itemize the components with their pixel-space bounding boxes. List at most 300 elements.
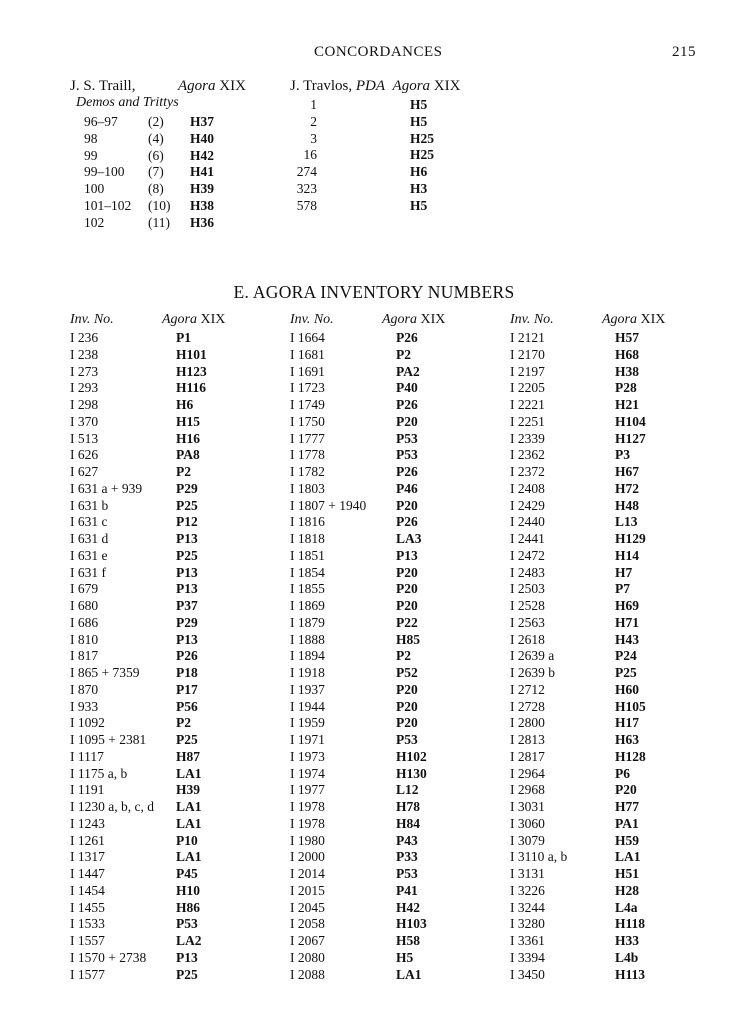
travlos-number: 578 (296, 197, 317, 213)
agora-number: H59 (615, 832, 640, 848)
agora-number: P53 (396, 447, 418, 463)
inventory-number: I 2170 (510, 346, 545, 362)
traill-agora-number: H42 (190, 147, 215, 163)
inventory-number: I 2221 (510, 397, 545, 412)
inventory-number: I 238 (70, 346, 99, 362)
agora-number: H105 (615, 698, 646, 714)
agora-number: P29 (176, 614, 198, 630)
agora-number: L4a (615, 899, 638, 915)
inventory-row (0, 631, 748, 648)
agora-number: H116 (176, 380, 207, 396)
traill-page-ref: 99 (84, 147, 98, 163)
inventory-number: I 1918 (290, 665, 325, 680)
inventory-number: I 2408 (510, 480, 545, 496)
inventory-number: I 2372 (510, 464, 545, 479)
agora-number: H63 (615, 732, 640, 747)
agora-number: P3 (615, 447, 630, 463)
inventory-number: I 817 (70, 648, 99, 664)
inventory-row (0, 446, 748, 463)
agora-number: P20 (396, 698, 418, 714)
agora-number: P12 (176, 514, 198, 530)
agora-number: H6 (176, 397, 194, 412)
traill-subheading: Demos and Trittys (76, 95, 179, 110)
agora-number: H85 (396, 631, 421, 647)
agora-number: H42 (396, 899, 421, 915)
agora-number: P2 (396, 648, 411, 664)
traill-heading-agora-volume: XIX (219, 78, 246, 94)
agora-number: P13 (176, 949, 198, 965)
agora-number: H21 (615, 397, 640, 412)
inventory-number: I 2618 (510, 631, 545, 647)
agora-number: H68 (615, 346, 640, 362)
traill-heading-agora (178, 78, 246, 95)
agora-number: H113 (615, 966, 646, 982)
traill-page-ref: 102 (84, 214, 105, 230)
agora-number: P2 (176, 715, 191, 731)
inventory-number: I 1750 (290, 413, 325, 429)
inventory-number: I 2440 (510, 514, 545, 530)
inventory-number: I 3450 (510, 966, 545, 982)
agora-number: P26 (396, 514, 418, 530)
agora-number: P7 (615, 581, 630, 597)
agora-number: LA2 (176, 933, 202, 948)
inventory-row (0, 832, 748, 849)
inv-no-heading: Inv. No. (70, 312, 114, 327)
inventory-number: I 680 (70, 598, 99, 613)
agora-number: H102 (396, 748, 427, 764)
travlos-number: 16 (303, 147, 317, 163)
agora-number: P56 (176, 698, 198, 714)
inventory-number: I 810 (70, 631, 99, 647)
travlos-row (0, 197, 748, 214)
agora-number: P10 (176, 832, 198, 848)
agora-heading (602, 312, 665, 328)
travlos-agora-number: H5 (410, 197, 428, 213)
inventory-row (0, 781, 748, 798)
inventory-number: I 1971 (290, 732, 325, 747)
inventory-number: I 3394 (510, 949, 545, 965)
traill-page-ref: 96–97 (84, 114, 118, 129)
inventory-number: I 2045 (290, 899, 325, 915)
travlos-heading-name: J. Travlos, (290, 78, 353, 94)
inventory-number: I 2800 (510, 715, 545, 731)
inventory-row (0, 547, 748, 564)
travlos-number: 1 (310, 97, 317, 112)
agora-heading-volume: XIX (640, 312, 666, 327)
agora-number: H5 (396, 949, 414, 965)
agora-number: P20 (396, 598, 418, 613)
inventory-number: I 1782 (290, 464, 325, 479)
inventory-number: I 1974 (290, 765, 325, 781)
agora-number: PA2 (396, 363, 420, 379)
agora-number: H33 (615, 933, 640, 948)
inventory-number: I 2429 (510, 497, 545, 513)
inventory-number: I 1777 (290, 430, 325, 446)
inventory-number: I 1175 a, b (70, 765, 128, 781)
traill-number: (4) (148, 130, 164, 146)
agora-number: H10 (176, 882, 201, 898)
inventory-row (0, 597, 748, 614)
agora-number: P53 (396, 430, 418, 446)
agora-number: P1 (176, 330, 191, 345)
traill-agora-number: H38 (190, 197, 215, 213)
agora-number: P29 (176, 480, 198, 496)
inventory-number: I 1959 (290, 715, 325, 731)
inventory-row (0, 463, 748, 480)
inventory-number: I 3031 (510, 799, 545, 814)
inventory-number: I 1261 (70, 832, 105, 848)
inventory-number: I 2563 (510, 614, 545, 630)
inventory-number: I 2441 (510, 531, 545, 546)
inventory-number: I 3226 (510, 882, 545, 898)
traill-number: (11) (148, 214, 170, 230)
inventory-row (0, 530, 748, 547)
agora-number: LA1 (176, 815, 202, 831)
agora-number: P53 (176, 916, 198, 932)
traill-number: (10) (148, 197, 171, 213)
inventory-number: I 1978 (290, 799, 325, 814)
inventory-number: I 631 d (70, 531, 109, 546)
inventory-number: I 3060 (510, 815, 545, 831)
inventory-number: I 1973 (290, 748, 325, 764)
inventory-number: I 2813 (510, 732, 545, 747)
inventory-number: I 2968 (510, 782, 545, 798)
agora-number: PA8 (176, 447, 200, 463)
agora-number: P20 (396, 413, 418, 429)
agora-number: H78 (396, 799, 421, 814)
agora-heading-italic: Agora (162, 312, 197, 327)
inventory-number: I 1977 (290, 782, 325, 798)
inventory-row (0, 949, 748, 966)
inventory-number: I 870 (70, 681, 99, 697)
traill-heading-agora-italic: Agora (178, 78, 216, 94)
agora-number: H103 (396, 916, 427, 932)
agora-number: H14 (615, 547, 640, 563)
inventory-number: I 1778 (290, 447, 325, 463)
inventory-number: I 3131 (510, 866, 545, 881)
inventory-number: I 1191 (70, 782, 105, 798)
agora-number: H51 (615, 866, 640, 881)
inventory-number: I 1749 (290, 397, 325, 412)
inventory-row (0, 915, 748, 932)
inventory-number: I 2067 (290, 933, 325, 948)
travlos-row (0, 96, 748, 113)
inventory-number: I 1807 + 1940 (290, 497, 367, 513)
inventory-row (0, 731, 748, 748)
inventory-row (0, 564, 748, 581)
agora-number: P20 (396, 715, 418, 731)
traill-heading-name: J. S. Traill, (70, 78, 136, 94)
agora-number: LA1 (176, 799, 202, 814)
inventory-number: I 1894 (290, 648, 325, 664)
inventory-number: I 2015 (290, 882, 325, 898)
inventory-number: I 1855 (290, 581, 325, 597)
inventory-number: I 865 + 7359 (70, 665, 140, 680)
agora-number: H87 (176, 748, 201, 764)
agora-number: P20 (396, 581, 418, 597)
agora-number: H72 (615, 480, 640, 496)
agora-number: H43 (615, 631, 640, 647)
agora-number: P37 (176, 598, 198, 613)
inventory-number: I 686 (70, 614, 99, 630)
travlos-agora-number: H5 (410, 97, 428, 112)
inventory-number: I 1117 (70, 748, 104, 764)
travlos-heading-agora-italic: Agora (392, 78, 431, 94)
agora-number: H7 (615, 564, 633, 580)
inventory-number: I 1691 (290, 363, 325, 379)
inventory-number: I 1869 (290, 598, 325, 613)
inventory-row (0, 480, 748, 497)
agora-number: P45 (176, 866, 198, 881)
agora-number: H129 (615, 531, 646, 546)
inventory-number: I 1095 + 2381 (70, 732, 147, 747)
agora-number: LA1 (176, 765, 202, 781)
inventory-number: I 2121 (510, 330, 545, 345)
inventory-row (0, 966, 748, 983)
agora-number: H123 (176, 363, 207, 379)
travlos-number: 323 (296, 180, 317, 196)
travlos-number: 274 (296, 164, 317, 179)
inventory-number: I 1944 (290, 698, 325, 714)
inventory-row (0, 765, 748, 782)
inventory-number: I 1317 (70, 849, 105, 865)
inventory-number: I 631 b (70, 497, 109, 513)
inventory-number: I 2014 (290, 866, 325, 881)
inventory-row (0, 497, 748, 514)
inventory-number: I 2503 (510, 581, 545, 597)
inventory-number: I 679 (70, 581, 99, 597)
agora-number: H16 (176, 430, 201, 446)
inventory-row (0, 346, 748, 363)
agora-heading-italic: Agora (602, 312, 637, 327)
agora-heading-italic: Agora (382, 312, 417, 327)
inventory-row (0, 932, 748, 949)
inventory-number: I 626 (70, 447, 99, 463)
agora-number: P53 (396, 732, 418, 747)
inventory-number: I 2639 b (510, 665, 555, 680)
traill-number: (2) (148, 114, 164, 129)
traill-number: (8) (148, 181, 164, 196)
agora-number: LA1 (176, 849, 202, 865)
agora-number: P18 (176, 665, 198, 680)
inventory-number: I 1816 (290, 514, 325, 530)
agora-number: H104 (615, 413, 646, 429)
inventory-number: I 1557 (70, 933, 105, 948)
agora-heading (382, 312, 445, 328)
agora-number: P26 (396, 330, 418, 345)
agora-number: H101 (176, 346, 207, 362)
traill-page-ref: 101–102 (84, 197, 132, 213)
inventory-row (0, 698, 748, 715)
inventory-row (0, 815, 748, 832)
inventory-row (0, 848, 748, 865)
inventory-number: I 933 (70, 698, 99, 714)
inventory-number: I 1092 (70, 715, 105, 731)
traill-page-ref: 99–100 (84, 164, 125, 180)
inventory-row (0, 363, 748, 380)
inventory-number: I 1243 (70, 815, 105, 831)
inventory-number: I 1888 (290, 631, 325, 647)
agora-number: H130 (396, 765, 427, 781)
inventory-number: I 3361 (510, 933, 545, 948)
agora-number: P25 (176, 732, 198, 747)
agora-number: P20 (396, 564, 418, 580)
agora-number: H57 (615, 330, 640, 345)
agora-number: H118 (615, 916, 646, 932)
agora-number: P33 (396, 849, 418, 865)
inventory-row (0, 614, 748, 631)
agora-number: P2 (396, 346, 411, 362)
inventory-number: I 1980 (290, 832, 325, 848)
agora-number: H48 (615, 497, 640, 513)
traill-agora-number: H39 (190, 181, 215, 196)
agora-number: P46 (396, 480, 418, 496)
agora-number: H67 (615, 464, 640, 479)
agora-number: H69 (615, 598, 640, 613)
inventory-row (0, 513, 748, 530)
inventory-number: I 273 (70, 363, 99, 379)
travlos-row (0, 113, 748, 130)
agora-number: P6 (615, 765, 630, 781)
inventory-row (0, 714, 748, 731)
inventory-number: I 1533 (70, 916, 105, 932)
inventory-number: I 627 (70, 464, 99, 479)
inventory-row (0, 396, 748, 413)
inventory-row (0, 748, 748, 765)
inventory-number: I 2080 (290, 949, 325, 965)
inventory-row (0, 647, 748, 664)
inventory-number: I 631 a + 939 (70, 480, 143, 496)
agora-number: LA1 (615, 849, 641, 865)
inventory-number: I 1723 (290, 380, 325, 396)
agora-number: H60 (615, 681, 640, 697)
agora-number: P20 (396, 681, 418, 697)
page-number: 215 (672, 44, 696, 60)
travlos-heading (290, 78, 460, 95)
traill-number: (6) (148, 147, 164, 163)
agora-number: H15 (176, 413, 201, 429)
agora-number: P28 (615, 380, 637, 396)
traill-agora-number: H36 (190, 214, 215, 230)
inventory-number: I 513 (70, 430, 99, 446)
agora-number: PA1 (615, 815, 639, 831)
inventory-number: I 1879 (290, 614, 325, 630)
agora-number: L12 (396, 782, 419, 798)
inventory-number: I 1664 (290, 330, 325, 345)
agora-number: P53 (396, 866, 418, 881)
inventory-number: I 3079 (510, 832, 545, 848)
inventory-number: I 1854 (290, 564, 325, 580)
inventory-number: I 1447 (70, 866, 105, 881)
agora-number: P25 (176, 966, 198, 982)
inventory-number: I 1937 (290, 681, 325, 697)
agora-number: H17 (615, 715, 640, 731)
inventory-row (0, 413, 748, 430)
inv-no-heading: Inv. No. (290, 312, 334, 327)
traill-agora-number: H40 (190, 130, 215, 146)
inventory-number: I 2712 (510, 681, 545, 697)
travlos-row (0, 163, 748, 180)
inventory-number: I 2964 (510, 765, 545, 781)
agora-number: P17 (176, 681, 198, 697)
agora-number: H77 (615, 799, 640, 814)
inventory-row (0, 798, 748, 815)
agora-number: H28 (615, 882, 640, 898)
agora-number: H38 (615, 363, 640, 379)
inventory-number: I 2205 (510, 380, 545, 396)
inventory-number: I 1455 (70, 899, 105, 915)
travlos-agora-number: H6 (410, 164, 428, 179)
inventory-number: I 2197 (510, 363, 545, 379)
travlos-agora-number: H25 (410, 130, 435, 146)
section-title: E. AGORA INVENTORY NUMBERS (233, 282, 515, 302)
inventory-number: I 1681 (290, 346, 325, 362)
inventory-number: I 1851 (290, 547, 325, 563)
travlos-number: 3 (310, 130, 317, 146)
travlos-row (0, 146, 748, 163)
travlos-agora-number: H5 (410, 113, 428, 129)
agora-number: P25 (176, 497, 198, 513)
inventory-row (0, 681, 748, 698)
inventory-number: I 2817 (510, 748, 545, 764)
inventory-row (0, 430, 748, 447)
inventory-number: I 631 e (70, 547, 108, 563)
traill-page-ref: 100 (84, 181, 105, 196)
agora-number: H86 (176, 899, 201, 915)
traill-agora-number: H37 (190, 114, 215, 129)
agora-heading-volume: XIX (420, 312, 446, 327)
travlos-agora-number: H3 (410, 180, 428, 196)
inventory-number: I 1818 (290, 531, 325, 546)
inventory-number: I 1570 + 2738 (70, 949, 147, 965)
inventory-number: I 2639 a (510, 648, 555, 664)
inventory-number: I 1803 (290, 480, 325, 496)
traill-agora-number: H41 (190, 164, 215, 180)
traill-page-ref: 98 (84, 130, 98, 146)
inventory-number: I 2339 (510, 430, 545, 446)
inventory-number: I 370 (70, 413, 99, 429)
agora-number: H71 (615, 614, 640, 630)
agora-number: H84 (396, 815, 421, 831)
agora-number: P43 (396, 832, 418, 848)
inventory-number: I 3280 (510, 916, 545, 932)
agora-number: P20 (615, 782, 637, 798)
agora-number: P41 (396, 882, 418, 898)
agora-heading-volume: XIX (200, 312, 226, 327)
inventory-number: I 3110 a, b (510, 849, 568, 865)
agora-number: P40 (396, 380, 418, 396)
agora-number: H58 (396, 933, 421, 948)
agora-number: P26 (396, 464, 418, 479)
inventory-number: I 2528 (510, 598, 545, 613)
agora-number: L4b (615, 949, 639, 965)
inventory-number: I 1230 a, b, c, d (70, 799, 154, 814)
inventory-number: I 2472 (510, 547, 545, 563)
agora-number: P13 (396, 547, 418, 563)
agora-number: P13 (176, 631, 198, 647)
agora-number: P13 (176, 531, 198, 546)
travlos-row (0, 130, 748, 147)
agora-number: P20 (396, 497, 418, 513)
inventory-row (0, 882, 748, 899)
agora-number: P22 (396, 614, 418, 630)
inventory-row (0, 899, 748, 916)
inventory-row (0, 865, 748, 882)
running-head-title: CONCORDANCES (314, 44, 443, 60)
inventory-row (0, 379, 748, 396)
inventory-number: I 2058 (290, 916, 325, 932)
travlos-number: 2 (310, 113, 317, 129)
